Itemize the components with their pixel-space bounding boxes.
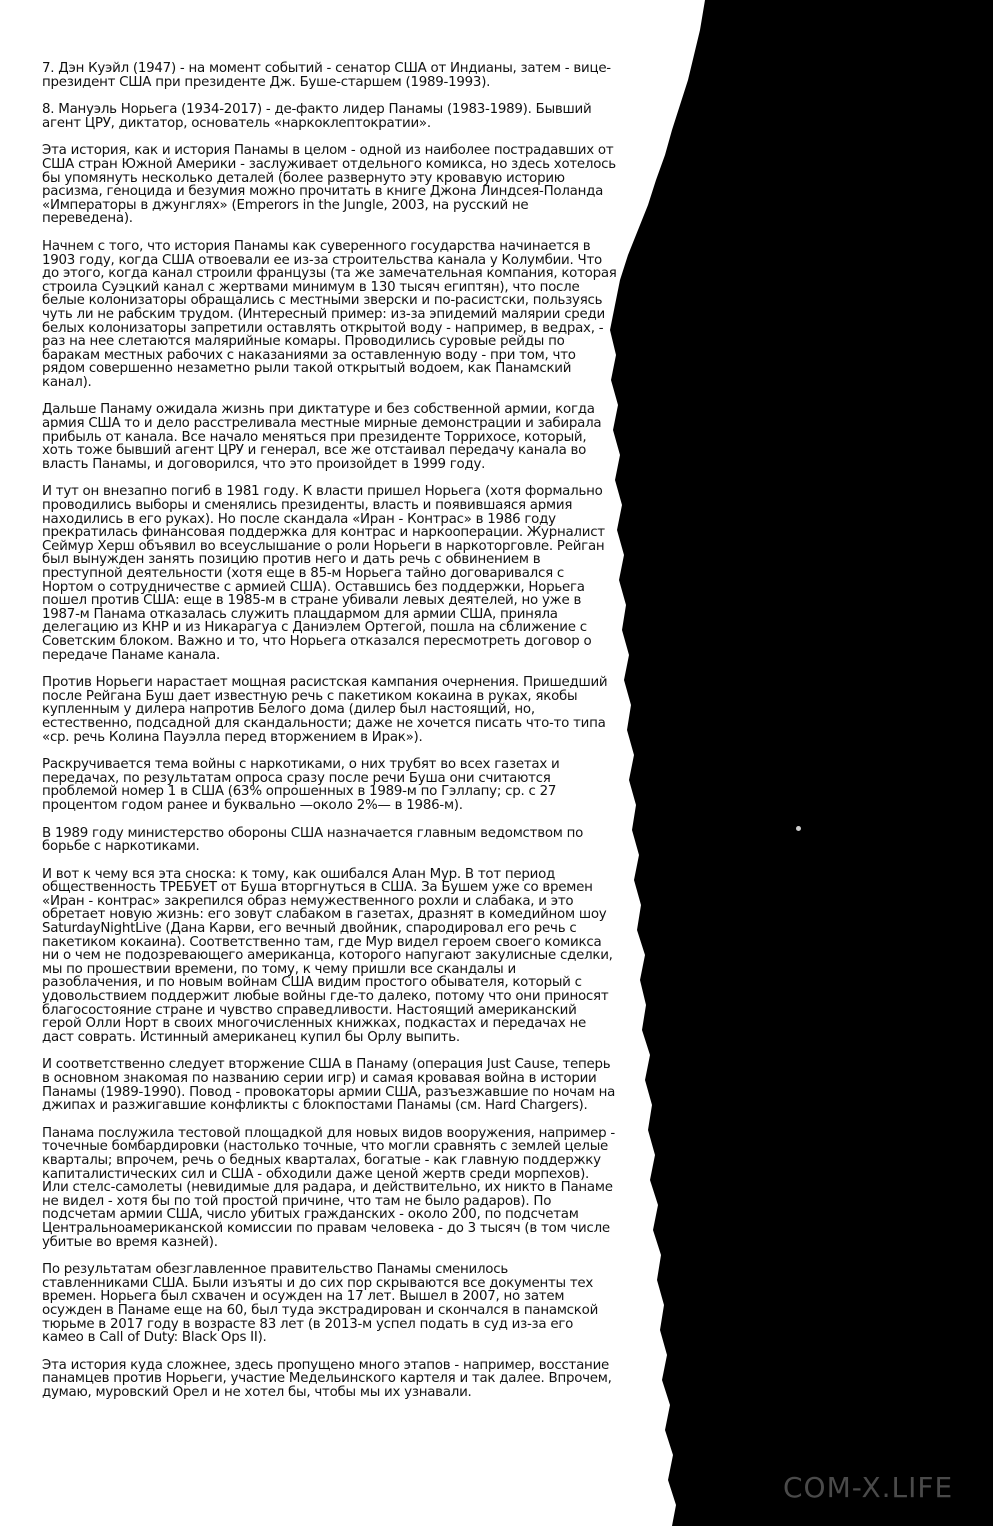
speck: [796, 826, 801, 831]
paragraph: В 1989 году министерство обороны США назначается главным ведомством по борьбе с наркотиками.: [42, 825, 584, 855]
paragraph: И вот к чему вся эта сноска: к тому, как ошибался Алан Мур. В тот период общественность ТРЕБУЕТ от Буша вторгнуться в США. За Бушем уже со времен «Иран - контрас» закрепился образ немужественного рохли и слабака, и это обретает новую жизнь: его зовут слабаком в газетах, дразнят в комедийном шоу SaturdayNightLive (Дана Карви, его вечный двойник, спародировал его речь с пакетиком кокаина). Соответственно там, где Мур видел героем своего комикса ни о чем не подозревающего американца, которого напугают закулисные сделки, мы по прошествии времени, по тому, к чему пришли все скандалы и разоблачения, и по новым войнам США видим простого обывателя, который с удовольствием поддержит любые войны где-то далеко, потому что они приносят благосостояние стране и чувство справедливости. Настоящий американский герой Олли Норт в своих многочисленных книжках, подкастах и передачах не даст соврать. Истинный американец купил бы Орлу выпить.: [42, 866, 613, 1045]
paragraph: Дальше Панаму ожидала жизнь при диктатуре и без собственной армии, когда армия США то и дело расстреливала местные мирные демонстрации и забирала прибыль от канала. Все начало меняться при президенте Торрихосе, который, хоть тоже бывший агент ЦРУ и генерал, все же отстаивал передачу канала во власть Панамы, и договорился, что это произойдет в 1999 году.: [42, 402, 602, 472]
watermark: COM-X.LIFE: [783, 1471, 954, 1504]
paragraph: Эта история куда сложнее, здесь пропущено много этапов - например, восстание панамцев против Норьеги, участие Медельинского картеля и так далее. Впрочем, думаю, муровский Орел и не хотел бы, чтобы мы их узнавали.: [42, 1357, 612, 1400]
paragraph: Раскручивается тема войны с наркотиками, о них трубят во всех газетах и передачах, по результатам опроса сразу после речи Буша они считаются проблемой номер 1 в США (63% опрошенных в 1989-м по Гэллапу; ср. с 27 процентом годом ранее и буквально —около 2%— в 1986-м).: [42, 757, 560, 813]
paragraph: 7. Дэн Куэйл (1947) - на момент событий - сенатор США от Индианы, затем - вице-президент США при президенте Дж. Буше-старшем (1989-1993).: [42, 61, 611, 90]
paragraph: Начнем с того, что история Панамы как суверенного государства начинается в 1903 году, когда США отвоевали ее из-за строительства канала у Колумбии. Что до этого, когда канал строили французы (та же замечательная компания, которая строила Суэцкий канал с жертвами минимум в 130 тысяч египтян), что после белые колонизаторы обращались с местными зверски и по-расистски, пользуясь чуть ли не рабским трудом. (Интересный пример: из-за эпидемий малярии среди белых колонизаторы запретили оставлять открытой воду - например, в ведрах, - раз на нее слетаются малярийные комары. Проводились суровые рейды по баракам местных рабочих с наказаниями за оставленную воду - при том, что рядом совершенно незаметно рыли такой открытый водоем, как Панамский канал).: [42, 238, 617, 390]
paragraph: И тут он внезапно погиб в 1981 году. К власти пришел Норьега (хотя формально проводились выборы и сменялись президенты, власть и появившаяся армия находились в его руках). Но после скандала «Иран - Контрас» в 1986 году прекратилась финансовая поддержка для контрас и наркооперации. Журналист Сеймур Херш объявил во всеуслышание о роли Норьеги в наркоторговле. Рейган был вынужден занять позицию против него и дать речь с обвинением в преступной деятельности (хотя еще в 85-м Норьега тайно договаривался с Нортом о сотрудничестве с армией США). Оставшись без поддержки, Норьега пошел против США: еще в 1985-м в стране убивали левых деятелей, но уже в 1987-м Панама отказалась служить плацдармом для армии США, приняла делегацию из КНР и из Никарагуа с Даниэлем Ортегой, пошла на сближение с Советским блоком. Важно и то, что Норьега отказался пересмотреть договор о передаче Панаме канала.: [42, 484, 605, 663]
paragraph: Против Норьеги нарастает мощная расистская кампания очернения. Пришедший после Рейгана Буш дает известную речь с пакетиком кокаина в руках, якобы купленным у дилера напротив Белого дома (дилер был настоящий, но, естественно, подсадной для скандальности; даже не хочется писать что-то типа «ср. речь Колина Пауэлла перед вторжением в Ирак»).: [42, 675, 608, 745]
paragraph: И соответственно следует вторжение США в Панаму (операция Just Cause, теперь в основном знакомая по названию серии игр) и самая кровавая война в истории Панамы (1989-1990). Повод - провокаторы армии США, разъезжавшие по ночам на джипах и разжигавшие конфликты с блокпостами Панамы (см. Hard Chargers).: [42, 1057, 616, 1114]
paragraph: 8. Мануэль Норьега (1934-2017) - де-факто лидер Панамы (1983-1989). Бывший агент ЦРУ, диктатор, основатель «наркоклептократии».: [42, 102, 592, 131]
paragraph: Панама послужила тестовой площадкой для новых видов вооружения, например - точечные бомбардировки (настолько точные, что могли сравнять с землей целые кварталы; впрочем, речь о бедных кварталах, богатые - как главную поддержку капиталистических сил и США - обходили даже ценой жертв среди морпехов). Или стелс-самолеты (невидимые для радара, и действительно, их никто в Панаме не видел - хотя бы по той простой причине, что там не было радаров). По подсчетам армии США, число убитых гражданских - около 200, по подсчетам Центральноамериканской комиссии по правам человека - до 3 тысяч (в том числе убитые во время казней).: [42, 1125, 615, 1250]
footnotes-column: [42, 62, 617, 1413]
paragraph: По результатам обезглавленное правительство Панамы сменилось ставленниками США. Были изъяты и до сих пор скрываются все документы тех времен. Норьега был схвачен и осужден на 17 лет. Вышел в 2007, но затем осужден в Панаме еще на 60, был туда экстрадирован и скончался в панамской тюрьме в 2017 году в возрасте 83 лет (в 2013-м успел подать в суд из-за его камео в Call of Duty: Black Ops II).: [42, 1262, 599, 1346]
paragraph: Эта история, как и история Панамы в целом - одной из наиболее пострадавших от США стран Южной Америки - заслуживает отдельного комикса, но здесь хотелось бы упомянуть несколько деталей (более развернуто эту кровавую историю расизма, геноцида и безумия можно прочитать в книге Джона Линдсея-Поланда «Императоры в джунглях» (Emperors in the Jungle, 2003, на русский не переведена).: [42, 143, 616, 227]
